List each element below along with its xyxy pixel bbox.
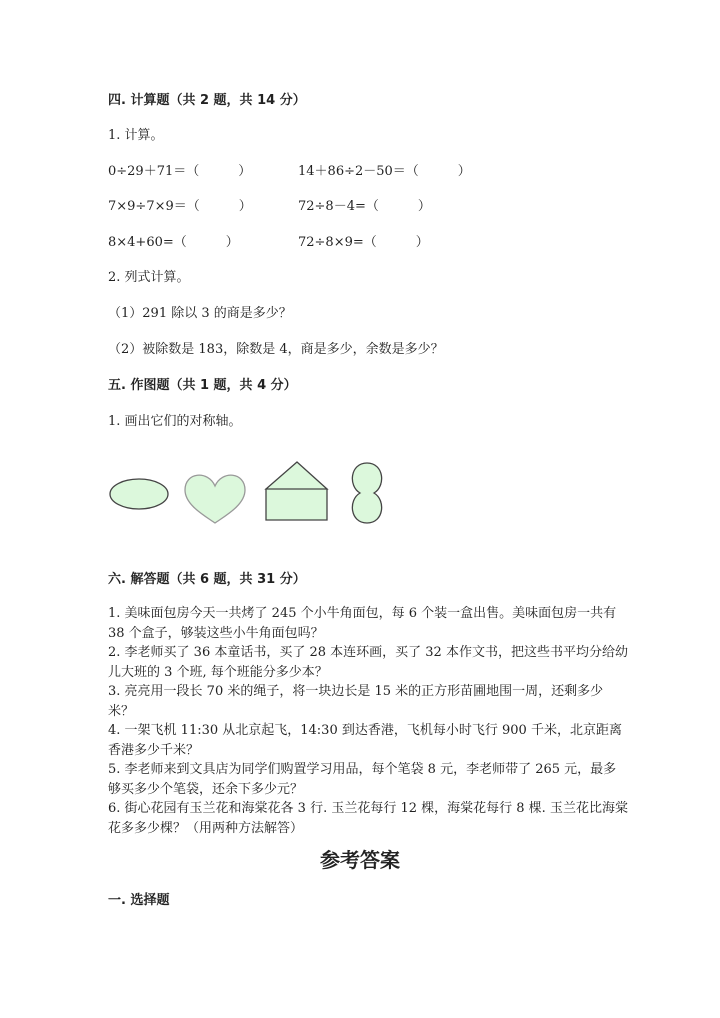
- calc-item: 72÷8×9=（ ）: [298, 235, 429, 250]
- question-label: 1. 计算。: [108, 128, 164, 143]
- house-shape: [266, 462, 327, 520]
- answers-section-1: 一. 选择题: [108, 893, 170, 908]
- section-6-title: 六. 解答题（共 6 题，共 31 分）: [108, 572, 306, 587]
- word-problem: 3. 亮亮用一段长 70 米的绳子，将一块边长是 15 米的正方形苗圃地围一周，还剩多少米？: [108, 684, 604, 719]
- question-label: 1. 画出它们的对称轴。: [108, 414, 242, 429]
- word-problems: [108, 604, 628, 838]
- answers-title: 参考答案: [320, 848, 400, 872]
- heart-shape: [185, 475, 245, 523]
- sub-question: （2）被除数是 183，除数是 4，商是多少，余数是多少？: [108, 342, 444, 357]
- section-4-title: 四. 计算题（共 2 题，共 14 分）: [108, 93, 306, 108]
- calc-item: 72÷8－4=（ ）: [298, 199, 431, 214]
- word-problem: 2. 李老师买了 36 本童话书，买了 28 本连环画，买了 32 本作文书，把这些书平均分给幼儿大班的 3 个班, 每个班能分多少本？: [108, 645, 628, 680]
- calc-item: 8×4+60=（ ）: [108, 235, 239, 250]
- figure-eight-shape: [352, 463, 381, 523]
- word-problem: 5. 李老师来到文具店为同学们购置学习用品，每个笔袋 8 元，李老师带了 265 元，最多够买多少个笔袋，还余下多少元？: [108, 762, 617, 797]
- sub-question: （1）291 除以 3 的商是多少？: [108, 306, 292, 321]
- word-problem: 4. 一架飞机 11:30 从北京起飞，14:30 到达香港，飞机每小时飞行 900 千米，北京距离香港多少千米？: [108, 723, 622, 758]
- section-5-title: 五. 作图题（共 1 题，共 4 分）: [108, 378, 297, 393]
- calc-item: 7×9÷7×9＝（ ）: [108, 199, 252, 214]
- ellipse-shape: [110, 479, 168, 509]
- word-problem: 6. 街心花园有玉兰花和海棠花各 3 行. 玉兰花每行 12 棵，海棠花每行 8 棵. 玉兰花比海棠花多多少棵？（用两种方法解答）: [108, 801, 628, 836]
- calc-item: 14＋86÷2－50＝（ ）: [298, 164, 471, 179]
- question-label: 2. 列式计算。: [108, 270, 190, 285]
- symmetry-shapes: [100, 450, 400, 530]
- calc-item: 0÷29＋71＝（ ）: [108, 164, 252, 179]
- word-problem: 1. 美味面包房今天一共烤了 245 个小牛角面包，每 6 个装一盒出售。美味面包房一共有 38 个盒子，够装这些小牛角面包吗？: [108, 606, 617, 641]
